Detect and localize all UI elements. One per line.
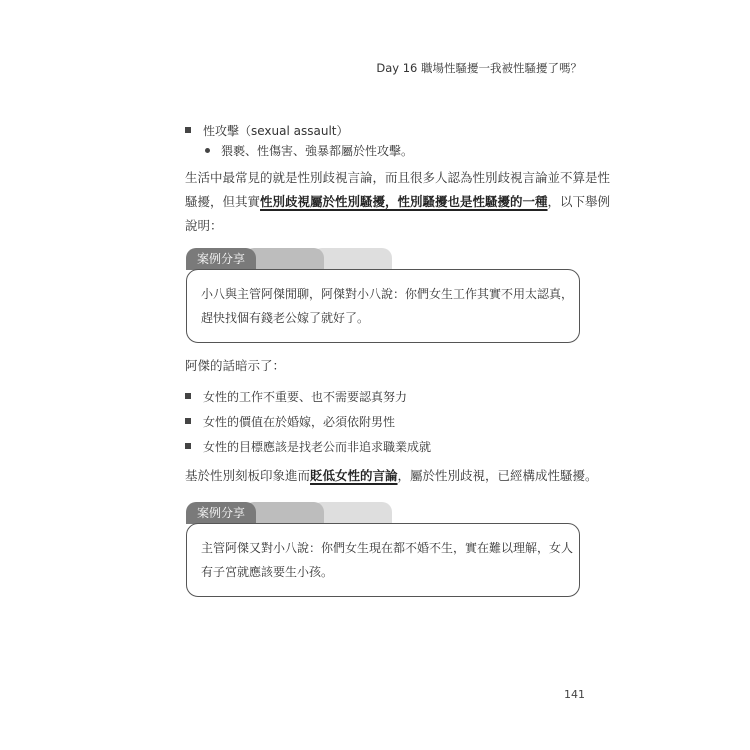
case-line: 有子宮就應該要生小孩。 [201,565,334,579]
case-line: 趕快找個有錢老公嫁了就好了。 [201,311,370,325]
tab-decoration [244,248,324,270]
paragraph-line [185,190,611,214]
paragraph-implication [185,354,585,378]
case-box-1 [186,248,580,343]
bullet-item [185,388,407,405]
square-bullet-icon [185,393,191,399]
page-number: 141 [564,688,585,701]
bullet-text: 女性的價值在於婚嫁，必須依附男性 [203,415,396,429]
page-header: Day 16 職場性騷擾一我被性騷擾了嗎？ [376,61,582,75]
paragraph-line: 生活中最常見的就是性別歧視言論，而且很多人認為性別歧視言論並不算是性 [185,170,611,185]
sub-bullet-text: 猥褻、性傷害、強暴都屬於性攻擊。 [221,144,414,158]
case-tab-label: 案例分享 [186,502,256,524]
paragraph-line [185,464,598,488]
case-tab-group [186,248,580,270]
highlighted-text: 貶低女性的言論 [310,468,398,483]
sub-bullet-item [205,142,413,159]
highlighted-text: 性別歧視屬於性別騷擾，性別騷擾也是性騷擾的一種 [260,194,548,209]
bullet-text: 性攻擊（sexual assault） [203,124,349,138]
bullet-text: 女性的工作不重要、也不需要認真努力 [203,390,408,404]
bullet-item [185,413,395,430]
case-box-2 [186,502,580,597]
paragraph-conclusion [185,464,598,488]
case-line: 小八與主管阿傑閒聊，阿傑對小八說：你們女生工作其實不用太認真， [201,287,574,301]
case-content [186,523,580,597]
case-content [186,269,580,343]
text-run: ，以下舉例 [547,194,611,209]
bullet-item-sexual-assault [185,122,349,139]
bullet-item [185,438,431,455]
paragraph-intro [185,166,611,238]
case-tab-label: 案例分享 [186,248,256,270]
square-bullet-icon [185,127,191,133]
case-line: 主管阿傑又對小八說：你們女生現在都不婚不生，實在難以理解，女人 [201,541,574,555]
text-run: 基於性別刻板印象進而 [185,468,311,483]
case-tab-group [186,502,580,524]
paragraph-line: 說明： [185,218,223,233]
tab-decoration [312,502,392,524]
square-bullet-icon [185,443,191,449]
bullet-text: 女性的目標應該是找老公而非追求職業成就 [203,440,432,454]
square-bullet-icon [185,418,191,424]
tab-decoration [244,502,324,524]
text-run: ，屬於性別歧視，已經構成性騷擾。 [397,468,598,483]
paragraph-line: 阿傑的話暗示了： [185,358,286,373]
text-run: 騷擾，但其實 [185,194,261,209]
tab-decoration [312,248,392,270]
dot-bullet-icon [205,148,210,153]
